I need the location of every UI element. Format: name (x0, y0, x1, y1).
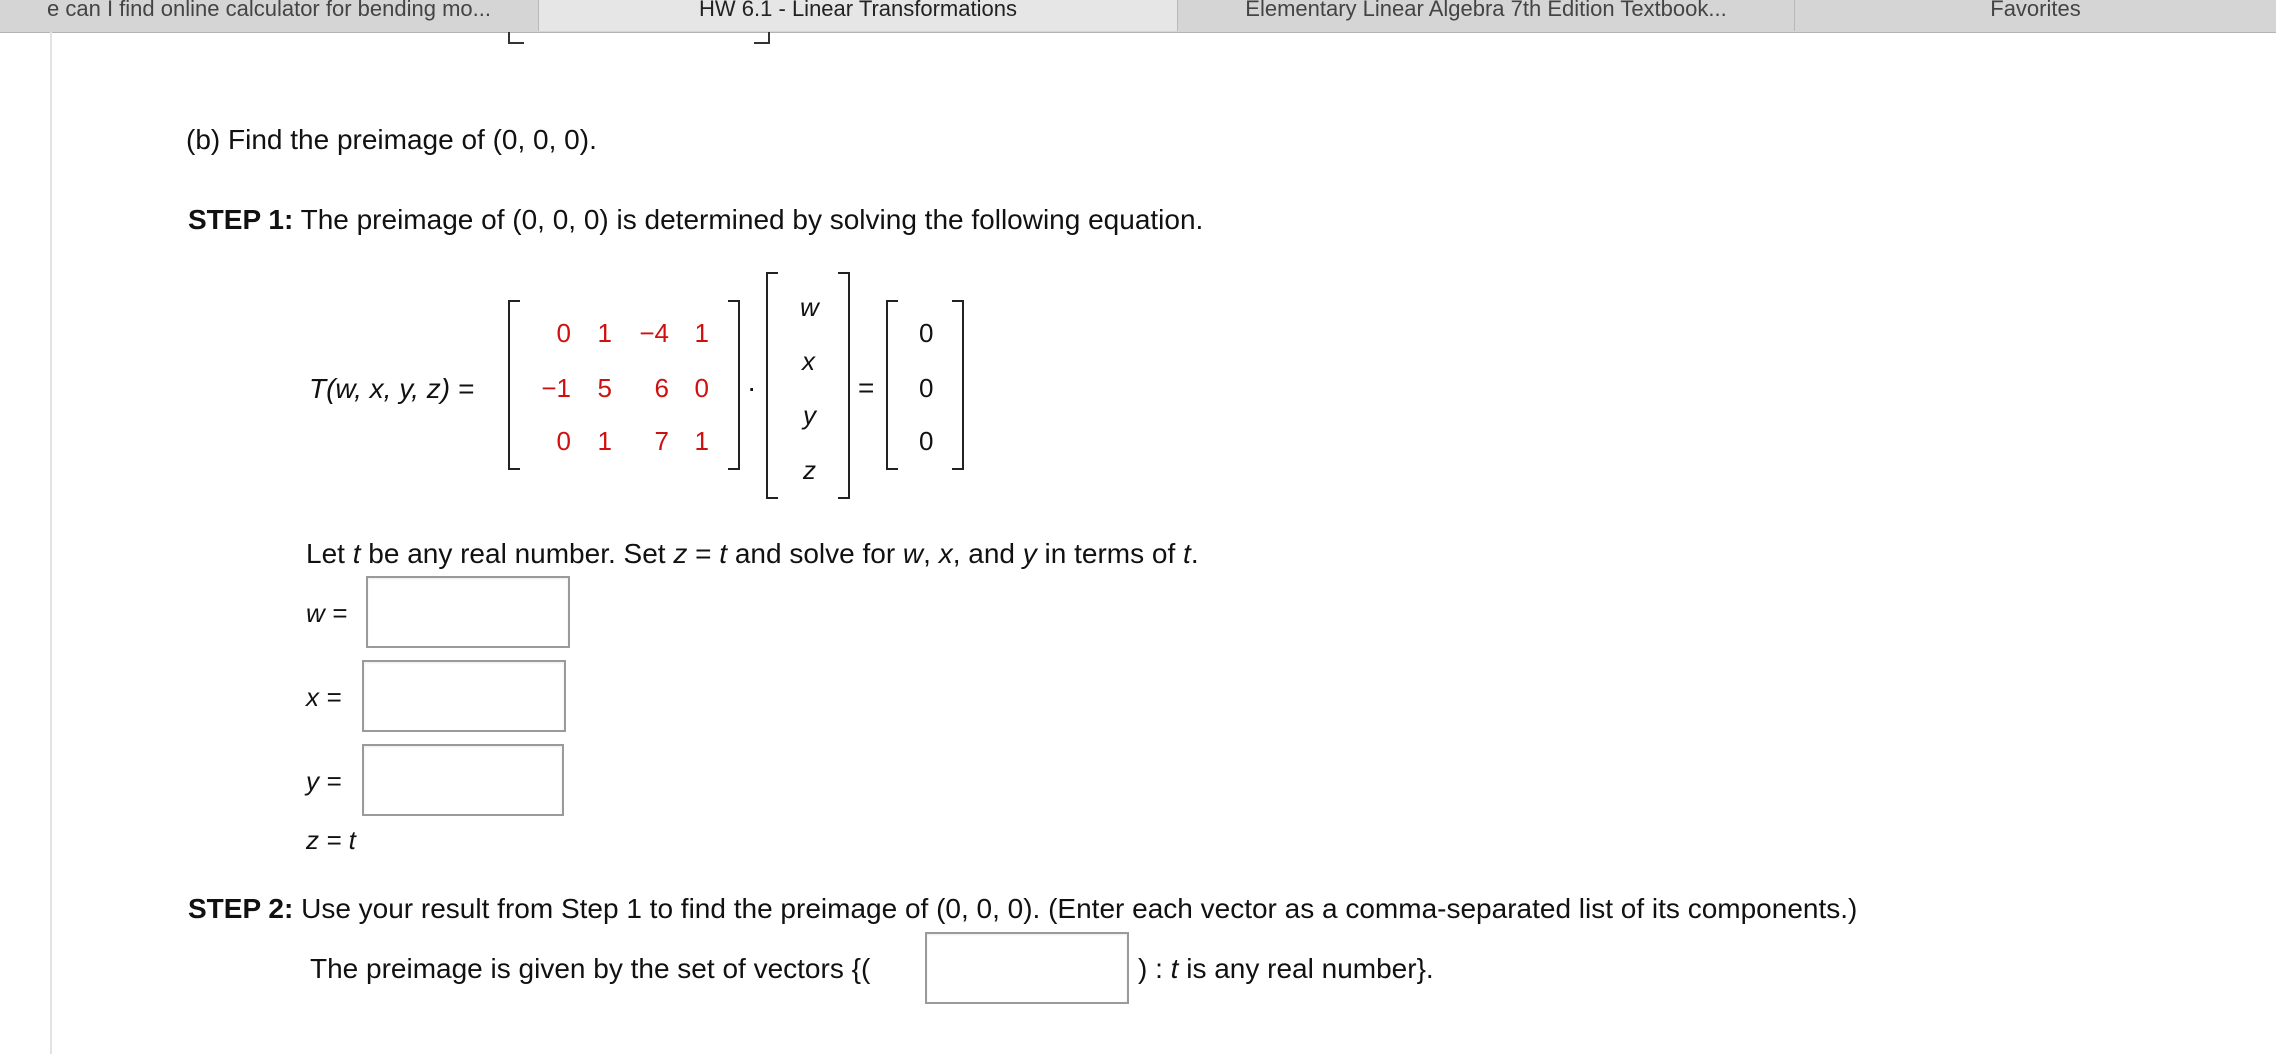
matrix-cell: 0 (556, 318, 571, 348)
matrix-cell: 7 (654, 426, 669, 456)
result-entry: 0 (919, 426, 934, 456)
vector-entry: x (802, 346, 815, 376)
result-left-bracket (886, 300, 898, 470)
multiply-dot: · (747, 372, 757, 403)
w-label: w = (306, 598, 348, 628)
x-label: x = (306, 682, 342, 712)
x-answer-field[interactable] (362, 660, 566, 732)
matrix-cell: 1 (597, 318, 612, 348)
equation-lhs: T(w, x, y, z) = (309, 373, 475, 404)
matrix-cell: 0 (556, 426, 571, 456)
result-entry: 0 (919, 318, 934, 348)
preimage-answer-field[interactable] (925, 932, 1129, 1004)
vector-entry: z (803, 455, 816, 485)
preimage-suffix: ) : t is any real number}. (1138, 953, 1434, 984)
w-answer-field[interactable] (366, 576, 570, 648)
y-label: y = (306, 766, 342, 796)
matrix-cell: 1 (694, 318, 709, 348)
matrix-cell: 0 (694, 373, 709, 403)
tab-bending-moment[interactable]: e can I find online calculator for bending mo... (0, 0, 539, 31)
y-answer-field[interactable] (362, 744, 564, 816)
tab-favorites[interactable]: Favorites (1990, 0, 2081, 21)
matrix-cell: −4 (639, 318, 669, 348)
tab-linear-algebra-textbook[interactable]: Elementary Linear Algebra 7th Edition Textbook... (1178, 0, 1795, 31)
vector-right-bracket (838, 272, 850, 499)
matrix-cell: 1 (694, 426, 709, 456)
equals-sign: = (858, 372, 875, 403)
vector-entry: y (803, 400, 816, 430)
part-b-heading: (b) Find the preimage of (0, 0, 0). (186, 124, 597, 155)
step2-label: STEP 2: (188, 893, 294, 924)
matrix-cell: −1 (541, 373, 571, 403)
matrix-right-bracket (728, 300, 740, 470)
step1-label: STEP 1: (188, 204, 294, 235)
instruction-text: Let t be any real number. Set z = t and solve for w, x, and y in terms of t. (306, 538, 1199, 569)
preimage-prefix: The preimage is given by the set of vectors {( (310, 953, 871, 984)
vector-left-bracket (766, 272, 778, 499)
tab-hw-linear-transformations[interactable]: HW 6.1 - Linear Transformations (539, 0, 1178, 31)
matrix-cell: 1 (597, 426, 612, 456)
result-entry: 0 (919, 373, 934, 403)
result-right-bracket (952, 300, 964, 470)
z-equals-t: z = t (306, 825, 356, 855)
matrix-cell: 6 (654, 373, 669, 403)
step2-text: STEP 2: Use your result from Step 1 to find the preimage of (0, 0, 0). (Enter each vector as a comma-separated list of its components.) (188, 893, 1858, 924)
matrix-cell: 5 (597, 373, 612, 403)
matrix-left-bracket (508, 300, 520, 470)
vector-entry: w (800, 292, 819, 322)
step1-text: STEP 1: The preimage of (0, 0, 0) is determined by solving the following equation. (188, 204, 1204, 235)
